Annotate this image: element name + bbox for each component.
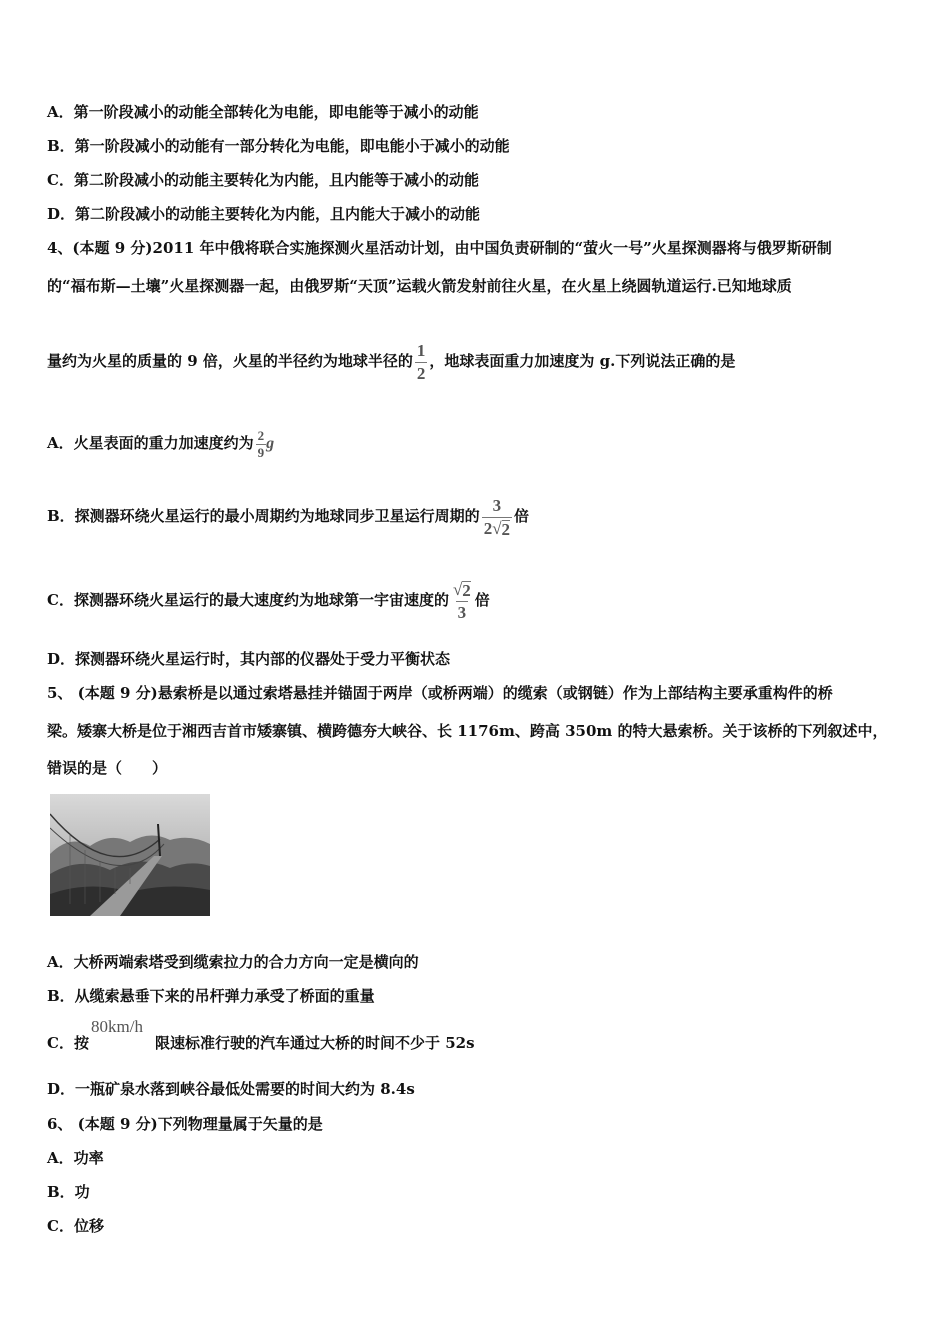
- fraction-numerator: 1: [416, 340, 426, 360]
- speed-limit-value: 80km/h: [91, 1017, 143, 1036]
- q3-option-b: B．第一阶段减小的动能有一部分转化为电能，即电能小于减小的动能: [47, 137, 510, 155]
- sqrt-radicand: 2: [501, 519, 511, 539]
- q6-stem: 6、 (本题 9 分)下列物理量属于矢量的是: [47, 1115, 323, 1133]
- fraction-denominator: 2: [416, 363, 426, 383]
- q4-option-d: D．探测器环绕火星运行时，其内部的仪器处于受力平衡状态: [47, 650, 451, 668]
- fraction-numerator: [451, 579, 473, 601]
- q4-option-a: [47, 418, 274, 469]
- q5-stem-line3: 错误的是（ ）: [47, 759, 168, 777]
- q5-option-b: B．从缆索悬垂下来的吊杆弹力承受了桥面的重量: [47, 987, 375, 1005]
- q4-stem-line3: [47, 336, 735, 386]
- fraction-three-over-2root2: [482, 495, 512, 540]
- q5-option-d: D．一瓶矿泉水落到峡谷最低处需要的时间大约为 8.4s: [47, 1080, 415, 1098]
- q5-option-c-prefix: C．按: [47, 1034, 89, 1052]
- denominator-coefficient: 2: [483, 518, 493, 538]
- sqrt-symbol: √ 2: [452, 579, 471, 600]
- q4-stem-line3-text-b: ，地球表面重力加速度为 g.下列说法正确的是: [429, 352, 736, 370]
- gravity-symbol: g: [266, 435, 275, 452]
- q4-stem-line1: 4、(本题 9 分)2011 年中俄将联合实施探测火星活动计划，由中国负责研制的“萤火一号”火星探测器将与俄罗斯研制: [47, 239, 832, 257]
- sqrt-radicand: 2: [462, 580, 471, 600]
- fraction-numerator: 2: [257, 427, 265, 443]
- q4-option-c-suffix: 倍: [474, 591, 490, 609]
- q3-option-a: A．第一阶段减小的动能全部转化为电能，即电能等于减小的动能: [47, 103, 479, 121]
- q5-stem-line2: 梁。矮寨大桥是位于湘西吉首市矮寨镇、横跨德夯大峡谷、长 1176m、跨高 350m 的特大悬索桥。关于该桥的下列叙述中，: [47, 722, 888, 740]
- q5-option-a: A．大桥两端索塔受到缆索拉力的合力方向一定是横向的: [47, 953, 419, 971]
- q4-option-c-text: C．探测器环绕火星运行的最大速度约为地球第一宇宙速度的: [47, 591, 449, 609]
- q3-option-d: D．第二阶段减小的动能主要转化为内能，且内能大于减小的动能: [47, 205, 481, 223]
- fraction-denominator: [482, 517, 512, 540]
- q4-option-b-text: B．探测器环绕火星运行的最小周期约为地球同步卫星运行周期的: [47, 507, 480, 525]
- q4-stem-line3-text-a: 量约为火星的质量的 9 倍，火星的半径约为地球半径的: [47, 352, 413, 370]
- q6-option-c: C．位移: [47, 1217, 104, 1235]
- q4-option-b-suffix: 倍: [514, 507, 530, 525]
- fraction-denominator: 9: [257, 444, 265, 460]
- fraction-one-half: [415, 340, 428, 385]
- sqrt-symbol: √ 2: [492, 518, 511, 539]
- q6-option-a: A．功率: [47, 1149, 104, 1167]
- fraction-numerator: 3: [492, 495, 502, 515]
- fraction-denominator: 3: [457, 602, 467, 622]
- q5-stem-line1: 5、 (本题 9 分)悬索桥是以通过索塔悬挂并锚固于两岸（或桥两端）的缆索（或钢链）作为上部结构主要承重构件的桥: [47, 684, 833, 702]
- q4-option-a-text: A．火星表面的重力加速度约为: [47, 434, 254, 452]
- q3-option-c: C．第二阶段减小的动能主要转化为内能，且内能等于减小的动能: [47, 171, 479, 189]
- q6-option-b: B．功: [47, 1183, 90, 1201]
- q4-stem-line2: 的“福布斯—土壤”火星探测器一起，由俄罗斯“天顶”运载火箭发射前往火星，在火星上绕圆轨道运行.已知地球质: [47, 277, 792, 295]
- q5-option-c-suffix: 限速标准行驶的汽车通过大桥的时间不少于 52s: [155, 1034, 475, 1052]
- suspension-bridge-photo: [50, 794, 210, 916]
- q4-option-c: [47, 572, 490, 628]
- fraction-two-ninths: [256, 428, 267, 461]
- fraction-root2-over-three: [451, 579, 473, 624]
- q4-option-b: [47, 488, 529, 544]
